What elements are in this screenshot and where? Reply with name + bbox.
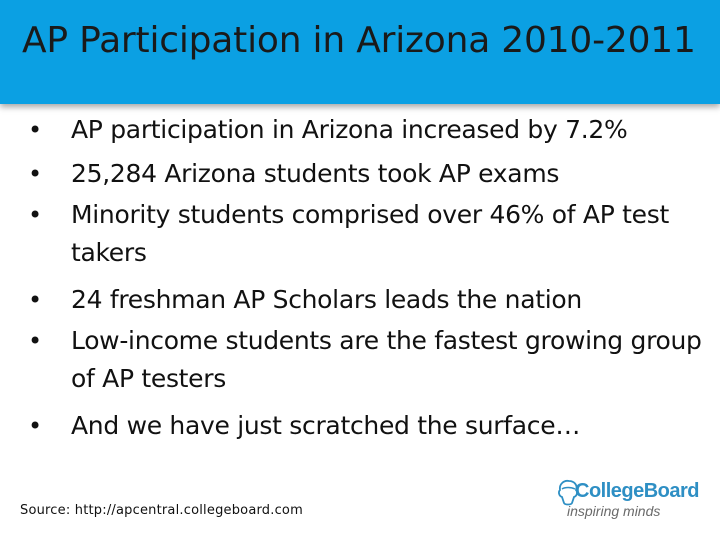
logo-wordmark: CollegeBoard [575,480,700,502]
bullet-item: • And we have just scratched the surface… [26,404,706,448]
bullet-item: • Low-income students are the fastest growing group of AP testers [26,322,706,404]
bullet-item: • 25,284 Arizona students took AP exams [26,152,706,196]
source-citation: Source: http://apcentral.collegeboard.com [20,503,303,518]
bullet-item: • AP participation in Arizona increased by 7.2% [26,108,706,152]
bullet-list [26,108,706,448]
collegeboard-logo [555,476,705,526]
bullet-item: • 24 freshman AP Scholars leads the nation [26,278,706,322]
logo-tagline: inspiring minds [567,503,661,519]
title-bar [0,0,720,104]
bullet-item: • Minority students comprised over 46% of AP test takers [26,196,706,278]
slide-title: AP Participation in Arizona 2010-2011 [22,20,696,61]
